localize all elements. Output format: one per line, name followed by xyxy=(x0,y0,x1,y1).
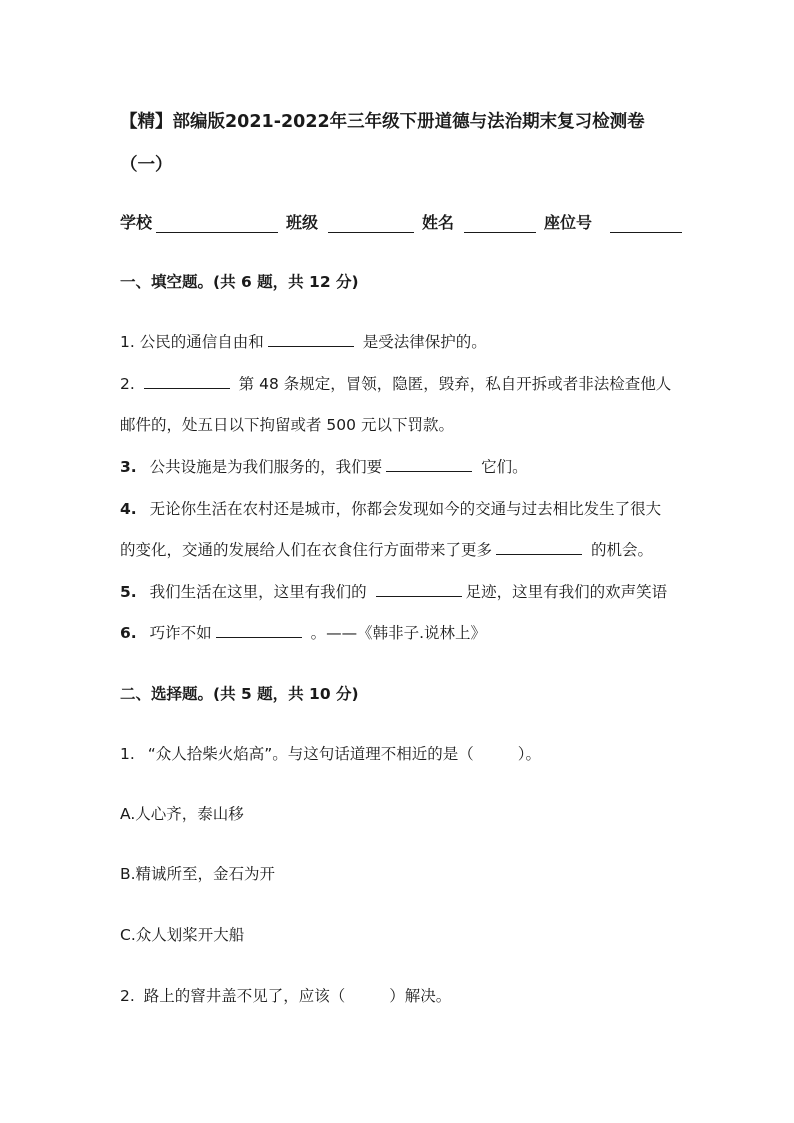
option-b[interactable]: B.精诚所至，金石为开 xyxy=(120,865,276,883)
question-text: 的变化，交通的发展给人们在衣食住行方面带来了更多 xyxy=(120,541,493,559)
question-text: 公共设施是为我们服务的，我们要 xyxy=(149,458,383,476)
fill-question-5 xyxy=(120,580,667,602)
question-number: 6. xyxy=(120,624,137,642)
question-number: 2. xyxy=(120,375,135,393)
school-label: 学校 xyxy=(120,213,153,232)
class-label: 班级 xyxy=(286,213,319,232)
question-text-end: 它们。 xyxy=(481,458,528,476)
option-c[interactable]: C.众人划桨开大船 xyxy=(120,926,245,944)
exam-title: 【精】部编版2021-2022年三年级下册道德与法治期末复习检测卷 xyxy=(120,112,645,132)
seat-blank[interactable] xyxy=(610,216,682,233)
question-text: 我们生活在这里，这里有我们的 xyxy=(149,583,367,601)
question-text-end: 是受法律保护的。 xyxy=(362,333,487,351)
choice-question-2 xyxy=(120,984,451,1006)
fill-question-4-continued xyxy=(120,538,653,560)
exam-title-suffix: （一） xyxy=(120,155,173,175)
question-text: 第 48 条规定，冒领，隐匿，毁弃，私自开拆或者非法检查他人 xyxy=(238,375,672,393)
question-number: 2. xyxy=(120,987,135,1005)
question-text-end: 的机会。 xyxy=(590,541,653,559)
question-text: 路上的窨井盖不见了，应该（ xyxy=(143,987,346,1005)
question-text-end: 足迹，这里有我们的欢声笑语 xyxy=(465,583,668,601)
section-choice-heading: 二、选择题。(共 5 题，共 10 分) xyxy=(120,685,359,703)
question-text: 巧诈不如 xyxy=(149,624,212,642)
question-number: 4. xyxy=(120,500,137,518)
fill-question-1 xyxy=(120,330,487,352)
school-blank[interactable] xyxy=(156,216,278,233)
answer-blank[interactable] xyxy=(144,372,230,389)
question-number: 5. xyxy=(120,583,137,601)
answer-blank[interactable] xyxy=(376,580,462,597)
question-number: 3. xyxy=(120,458,137,476)
question-text: 无论你生活在农村还是城市，你都会发现如今的交通与过去相比发生了很大 xyxy=(149,500,662,518)
fill-question-2 xyxy=(120,372,671,394)
fill-question-6 xyxy=(120,621,486,643)
answer-blank[interactable] xyxy=(386,455,472,472)
answer-blank[interactable] xyxy=(216,621,302,638)
class-blank[interactable] xyxy=(328,216,414,233)
section-fill-heading: 一、填空题。(共 6 题，共 12 分) xyxy=(120,273,359,291)
answer-blank[interactable] xyxy=(496,538,582,555)
question-number: 1. xyxy=(120,333,135,351)
fill-question-3 xyxy=(120,455,528,477)
name-label: 姓名 xyxy=(422,213,455,232)
question-text-end: ）。 xyxy=(517,745,542,763)
fill-question-4 xyxy=(120,497,661,519)
question-text-end: ）解决。 xyxy=(389,987,452,1005)
option-a[interactable]: A.人心齐，泰山移 xyxy=(120,805,244,823)
seat-label: 座位号 xyxy=(544,213,593,232)
question-text: “众人拾柴火焰高”。与这句话道理不相近的是（ xyxy=(147,745,474,763)
name-blank[interactable] xyxy=(464,216,536,233)
question-text-end: 。——《韩非子.说林上》 xyxy=(310,624,487,642)
fill-question-2-continued: 邮件的，处五日以下拘留或者 500 元以下罚款。 xyxy=(120,416,454,434)
question-text: 公民的通信自由和 xyxy=(139,333,264,351)
answer-blank[interactable] xyxy=(268,330,354,347)
choice-question-1 xyxy=(120,742,541,764)
student-info-row xyxy=(120,210,690,233)
question-number: 1. xyxy=(120,745,135,763)
